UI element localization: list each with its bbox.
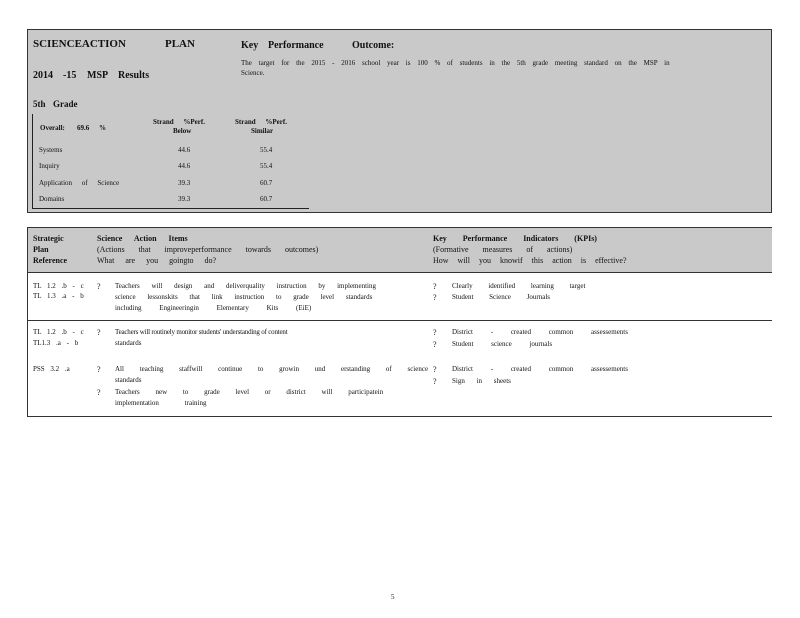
kpo-heading-outcome: Outcome: <box>352 40 395 51</box>
results-span: -15 <box>63 70 77 81</box>
results-msp: MSP <box>87 70 109 81</box>
row1-ref2: TL 1.3 .a - b <box>33 292 84 300</box>
row3-ref1: PSS 3.2 .a <box>33 365 70 373</box>
strand-similar: 55.4 <box>260 162 273 170</box>
row1-ref1: TL 1.2 .b - c <box>33 282 84 290</box>
col-ref-header-line3: Reference <box>33 256 68 265</box>
strand-name: Inquiry <box>39 162 60 170</box>
col-kpi-header-sub2: How will you knowif this action is effective? <box>433 256 627 265</box>
bullet-icon: ? <box>433 293 437 302</box>
row2-kpi1: District - created common assessements <box>452 328 628 336</box>
row3-action1-line2: standards <box>115 376 142 384</box>
row1-kpi2: Student Science Journals <box>452 293 550 301</box>
bullet-icon: ? <box>97 282 101 291</box>
strand-name: Systems <box>39 146 63 154</box>
col-below-header-line1: Strand %Perf. <box>153 118 205 126</box>
col-kpi-header-title: Key Performance Indicators (KPIs) <box>433 234 597 243</box>
bullet-icon: ? <box>97 328 101 337</box>
col-actions-header-sub1: (Actions that improveperformance towards outcomes) <box>97 245 319 254</box>
row2-action-line1: Teachers will routinely monitor students' understanding of content <box>115 328 288 336</box>
row1-action-line2: science lessonskits that link instruction to grade level standards <box>115 293 373 301</box>
bullet-icon: ? <box>433 377 437 386</box>
col-ref-header-line2: Plan <box>33 245 49 254</box>
bullet-icon: ? <box>433 340 437 349</box>
kpo-heading-perf: Performance <box>268 40 324 51</box>
grade-number: 5th <box>33 99 46 109</box>
strand-row <box>39 146 304 160</box>
row3-kpi2: Sign in sheets <box>452 377 511 385</box>
header-divider <box>28 272 772 273</box>
overall-unit: % <box>99 124 106 132</box>
plan-title-right: PLAN <box>165 38 195 50</box>
strand-similar: 55.4 <box>260 146 273 154</box>
row2-ref2: TL1.3 .a - b <box>33 339 79 347</box>
strand-row <box>39 162 304 176</box>
kpi-table-left-border <box>32 114 33 209</box>
col-ref-header-line1: Strategic <box>33 234 64 243</box>
results-label: Results <box>118 70 150 81</box>
overall-value: 69.6 <box>77 124 90 132</box>
strand-below: 44.6 <box>178 162 191 170</box>
row3-action2-line1: Teachers new to grade level or district will participatein <box>115 388 384 396</box>
strand-below: 39.3 <box>178 195 191 203</box>
row3-action2-line2: implementation training <box>115 399 207 407</box>
col-actions-header-sub2: What are you goingto do? <box>97 256 217 265</box>
row3-action1-line1: All teaching staffwill continue to growin und erstanding of science <box>115 365 429 373</box>
col-actions-header-title: Science Action Items <box>97 234 188 243</box>
plan-title-left: SCIENCEACTION <box>33 38 126 50</box>
col-kpi-header-sub1: (Formative measures of actions) <box>433 245 573 254</box>
bullet-icon: ? <box>97 388 101 397</box>
row2-kpi2: Student science journals <box>452 340 553 348</box>
col-below-header-line2: Below <box>173 127 192 135</box>
strand-similar: 60.7 <box>260 179 273 187</box>
strand-below: 44.6 <box>178 146 191 154</box>
row3-kpi1: District - created common assessements <box>452 365 628 373</box>
row1-kpi1: Clearly identified learning target <box>452 282 586 290</box>
col-similar-header-line1: Strand %Perf. <box>235 118 287 126</box>
strand-row <box>39 195 304 209</box>
bullet-icon: ? <box>433 282 437 291</box>
bullet-icon: ? <box>433 365 437 374</box>
strand-row <box>39 179 304 193</box>
strand-similar: 60.7 <box>260 195 273 203</box>
page-number: 5 <box>391 593 395 601</box>
overall-label: Overall: <box>40 124 65 132</box>
bullet-icon: ? <box>97 365 101 374</box>
bullet-icon: ? <box>433 328 437 337</box>
row2-action-line2: standards <box>115 339 142 347</box>
strand-below: 39.3 <box>178 179 191 187</box>
row2-ref1: TL 1.2 .b - c <box>33 328 84 336</box>
row1-action-line3: including Engineeringin Elementary Kits (EiE) <box>115 304 312 312</box>
col-similar-header-line2: Similar <box>251 127 274 135</box>
row-divider <box>28 320 772 321</box>
strand-name: Domains <box>39 195 65 203</box>
results-year: 2014 <box>33 70 53 81</box>
grade-label: Grade <box>53 99 78 109</box>
kpo-heading-key: Key <box>241 40 259 51</box>
row1-action-line1: Teachers will design and deliverquality instruction by implementing <box>115 282 376 290</box>
kpo-text-line2: Science. <box>241 69 265 77</box>
strand-name: Application of Science <box>39 179 120 187</box>
kpo-text-line1: The target for the 2015 - 2016 school year is 100 % of students in the 5th grade meeting standard on the MSP in <box>241 59 670 67</box>
